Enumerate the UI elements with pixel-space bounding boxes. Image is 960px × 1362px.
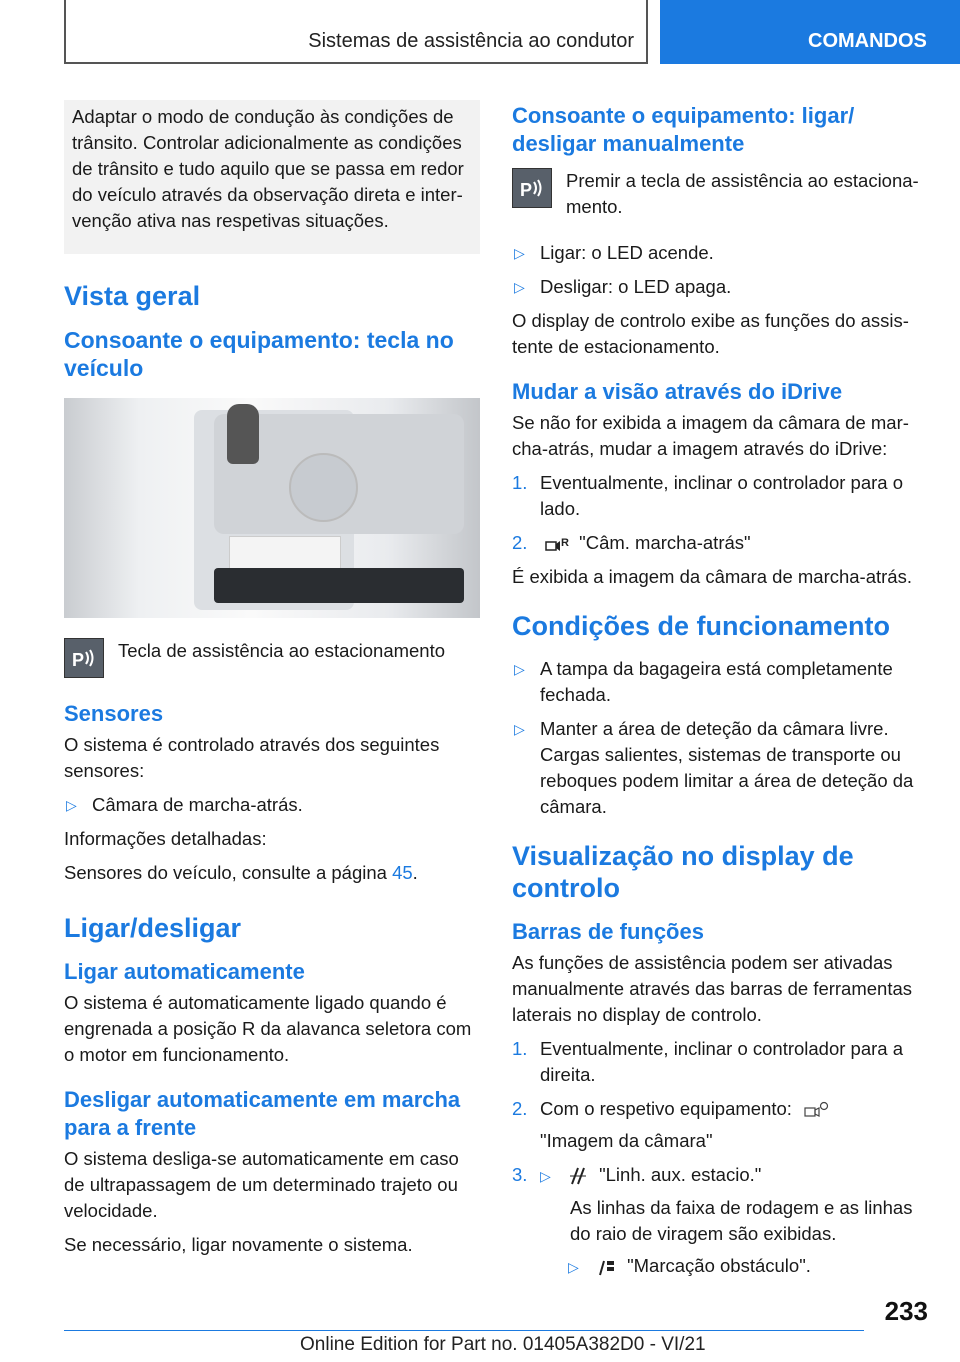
conditions-heading: Condições de funcionamento (512, 611, 891, 641)
camera-reverse-icon (544, 534, 570, 554)
gear-lever (227, 404, 259, 464)
list-item: ▷ Ligar: o LED acende. (512, 240, 928, 266)
console-photo (64, 398, 480, 618)
sensors-text: O sistema é controlado através dos seguintes sensores: (64, 734, 440, 781)
tab-label: COMANDOS (808, 30, 927, 52)
section-title: Sistemas de assistência ao condutor (308, 30, 634, 52)
list-item: ▷ A tampa da bagageira está completamente fechada. (514, 658, 893, 705)
svg-text:R: R (561, 537, 569, 550)
manual-row (512, 168, 928, 220)
details-label: Informações detalhadas: (64, 828, 267, 849)
idrive-text: Se não for exibida a imagem da câmara de mar-cha-atrás, mudar a imagem através do iDrive: (512, 412, 909, 459)
auto-off-text: O sistema desliga-se automaticamente em caso de ultrapassagem de um determinado trajeto ou velocidade. (64, 1148, 459, 1221)
sub-list (540, 1253, 928, 1280)
idrive-steps (512, 470, 928, 556)
bars-heading: Barras de funções (512, 919, 704, 944)
list-item: ▷ "Marcação obstáculo". (568, 1255, 811, 1276)
tab-comandos[interactable] (660, 0, 960, 64)
manual-list (512, 240, 928, 300)
parking-lines-icon (568, 1166, 590, 1186)
triangle-bullet-icon: ▷ (66, 797, 77, 813)
footer-edition: Online Edition for Part no. 01405A382D0 - VI/21 (300, 1334, 706, 1355)
display-heading: Visualização no display de controlo (512, 841, 854, 903)
triangle-bullet-icon: ▷ (540, 1168, 551, 1184)
auto-off-text2: Se necessário, ligar novamente o sistema. (64, 1234, 413, 1255)
list-item: 1. Eventualmente, inclinar o controlador para a direita. (512, 1038, 904, 1085)
onoff-heading: Ligar/desligar (64, 913, 242, 943)
sensors-heading: Sensores (64, 701, 164, 726)
idrive-heading: Mudar a visão através do iDrive (512, 379, 843, 404)
auto-off-heading: Desligar automaticamente em marcha para a frente (64, 1087, 461, 1140)
bars-steps (512, 1036, 928, 1280)
list-item: 3. ▷ "Linh. aux. estacio." As linhas da faixa de rodagem e as linhas do raio de viragem são exibidas. ▷ "Marcação obstáculo". (512, 1162, 928, 1280)
switch-strip (214, 568, 464, 603)
page-link[interactable]: 45 (392, 862, 413, 883)
manual-after: O display de controlo exibe as funções do assis-tente de estacionamento. (512, 310, 909, 357)
conditions-list (512, 656, 928, 820)
auto-on-heading: Ligar automaticamente (64, 959, 305, 984)
footer-divider (64, 1330, 864, 1331)
svg-text:P: P (520, 180, 533, 200)
idrive-after: É exibida a imagem da câmara de marcha-atrás. (512, 566, 912, 587)
obstacle-marker-icon (596, 1257, 618, 1277)
bars-text: As funções de assistência podem ser ativadas manualmente através das barras de ferramentas laterais no display de controlo. (512, 952, 913, 1025)
header-frame (64, 0, 648, 64)
details-text: Sensores do veículo, consulte a página 45. (64, 862, 418, 883)
list-item: 2. Com o respetivo equipamento: "Imagem da câmara" (512, 1096, 928, 1154)
sensors-list (64, 792, 480, 818)
right-column (512, 100, 928, 1288)
triangle-bullet-icon: ▷ (514, 661, 525, 677)
manual-heading: Consoante o equipamento: ligar/ desligar manualmente (512, 103, 855, 156)
auto-on-text: O sistema é automaticamente ligado quando é engrenada a posição R da alavanca seletora com o motor em funcionamento. (64, 992, 472, 1065)
page-number: 233 (884, 1296, 928, 1326)
list-item: ▷ Desligar: o LED apaga. (512, 274, 928, 300)
triangle-bullet-icon: ▷ (514, 279, 525, 295)
button-caption-row (64, 638, 480, 678)
button-caption: Tecla de assistência ao estacionamento (118, 640, 446, 661)
svg-text:P: P (72, 650, 85, 670)
console-panel (229, 536, 341, 570)
idrive-controller (289, 453, 358, 522)
intro-box (64, 100, 480, 254)
triangle-bullet-icon: ▷ (514, 721, 525, 737)
intro-text: Adaptar o modo de condução às condições de trânsito. Controlar adicionalmente as condições de trânsito e tudo aquilo que se passa em redor do veículo através da observação direta e inter-venção ativa nas respetivas situações. (72, 106, 464, 231)
park-assist-icon (512, 168, 552, 208)
triangle-bullet-icon: ▷ (514, 245, 525, 261)
list-item: ▷ Manter a área de deteção da câmara livre. Cargas salientes, sistemas de transporte ou reboques podem limitar a área de deteção da câmara. (514, 718, 914, 817)
list-item: 2. R "Câm. marcha-atrás" (512, 532, 751, 553)
camera-view-icon (801, 1100, 829, 1120)
manual-text: Premir a tecla de assistência ao estaciona-mento. (566, 170, 919, 217)
overview-heading: Vista geral (64, 281, 201, 311)
park-assist-icon (64, 638, 104, 678)
left-column (64, 100, 480, 1266)
list-item: 1. Eventualmente, inclinar o controlador para o lado. (512, 472, 904, 519)
list-item: ▷ Câmara de marcha-atrás. (64, 792, 480, 818)
triangle-bullet-icon: ▷ (568, 1259, 579, 1275)
button-heading: Consoante o equipamento: tecla no veículo (64, 327, 454, 381)
